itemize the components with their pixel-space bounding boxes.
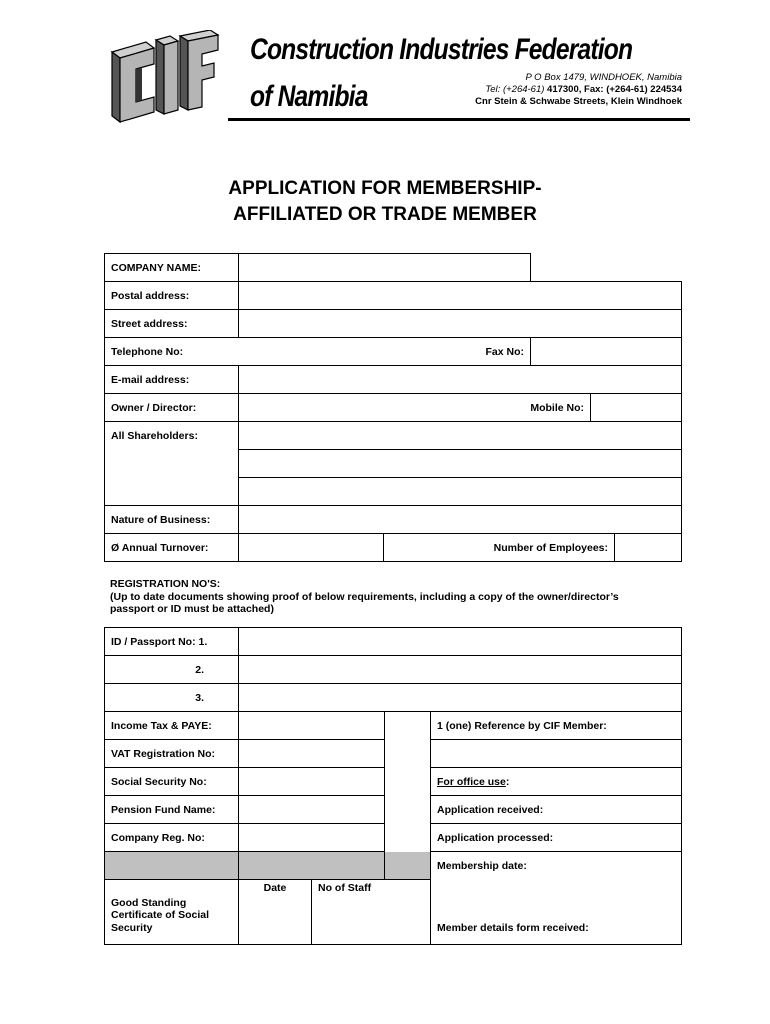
grey-cell-3 xyxy=(385,852,431,880)
field-reference[interactable] xyxy=(431,740,682,768)
label-vat: VAT Registration No: xyxy=(105,740,239,768)
row-id-1 xyxy=(105,628,682,656)
field-turnover[interactable] xyxy=(239,534,384,562)
field-id-2[interactable] xyxy=(239,656,682,684)
field-owner[interactable] xyxy=(239,394,433,422)
label-membership-date: Membership date: xyxy=(431,852,682,880)
grey-cell-2 xyxy=(239,852,385,880)
field-mobile[interactable] xyxy=(591,394,682,422)
field-postal-address[interactable] xyxy=(239,282,682,310)
label-pension: Pension Fund Name: xyxy=(105,796,239,824)
logo-letter-c xyxy=(112,42,154,122)
label-office-use xyxy=(431,768,682,796)
field-street-address[interactable] xyxy=(239,310,682,338)
form-title-line1: APPLICATION FOR MEMBERSHIP- xyxy=(228,178,542,199)
registration-note-line1: (Up to date documents showing proof of below requirements, including a copy of the owner/director’s xyxy=(110,590,619,603)
blank-space xyxy=(531,254,682,282)
cif-logo xyxy=(98,30,222,126)
good-standing-line3: Security xyxy=(111,921,153,934)
tel-label: Tel: (+264-61) xyxy=(485,84,548,95)
row-email xyxy=(105,366,682,394)
row-company-name xyxy=(105,254,682,282)
row-shareholders-3 xyxy=(105,478,682,506)
field-id-1[interactable] xyxy=(239,628,682,656)
divider-column xyxy=(385,712,431,852)
row-shareholders-2 xyxy=(105,450,682,478)
field-email[interactable] xyxy=(239,366,682,394)
field-shareholders-1[interactable] xyxy=(239,422,682,450)
field-shareholders-2[interactable] xyxy=(239,450,682,478)
label-id-passport: ID / Passport No: 1. xyxy=(105,628,239,656)
registration-heading: REGISTRATION NO'S: xyxy=(110,578,221,590)
label-good-standing xyxy=(105,880,239,945)
field-nature[interactable] xyxy=(239,506,682,534)
label-member-details: Member details form received: xyxy=(431,880,682,945)
office-use-text: For office use xyxy=(437,775,506,788)
field-income-tax[interactable] xyxy=(239,712,385,740)
row-id-2 xyxy=(105,656,682,684)
label-mobile: Mobile No: xyxy=(433,394,591,422)
good-standing-line1: Good Standing xyxy=(111,896,187,909)
row-good-standing xyxy=(105,880,682,945)
office-use-colon: : xyxy=(505,775,510,788)
field-employees[interactable] xyxy=(615,534,682,562)
label-no-of-staff: No of Staff xyxy=(312,880,431,945)
label-date: Date xyxy=(239,880,312,945)
label-fax: Fax No: xyxy=(433,338,531,366)
row-nature xyxy=(105,506,682,534)
label-app-processed: Application processed: xyxy=(431,824,682,852)
street-header: Cnr Stein & Schwabe Streets, Klein Windhoek xyxy=(475,96,682,107)
label-app-received: Application received: xyxy=(431,796,682,824)
label-shareholders-cont xyxy=(105,450,239,478)
label-shareholders-end xyxy=(105,478,239,506)
tel-fax-number: 417300, Fax: (+264-61) 224534 xyxy=(547,84,682,95)
label-id-3: 3. xyxy=(105,684,239,712)
label-company-name: COMPANY NAME: xyxy=(105,254,239,282)
logo-letter-i xyxy=(156,36,178,114)
label-reference: 1 (one) Reference by CIF Member: xyxy=(431,712,682,740)
label-income-tax: Income Tax & PAYE: xyxy=(105,712,239,740)
label-id-2: 2. xyxy=(105,656,239,684)
field-telephone[interactable] xyxy=(239,338,433,366)
grey-cell-1 xyxy=(105,852,239,880)
row-income-tax xyxy=(105,712,682,740)
row-owner xyxy=(105,394,682,422)
row-turnover xyxy=(105,534,682,562)
field-social-security[interactable] xyxy=(239,768,385,796)
org-name-line2: of Namibia xyxy=(250,80,368,113)
good-standing-line2: Certificate of Social xyxy=(111,909,210,921)
field-pension[interactable] xyxy=(239,796,385,824)
label-telephone: Telephone No: xyxy=(105,338,239,366)
company-details-table xyxy=(104,253,682,562)
field-id-3[interactable] xyxy=(239,684,682,712)
row-street-address xyxy=(105,310,682,338)
label-shareholders: All Shareholders: xyxy=(105,422,239,450)
header-rule xyxy=(228,118,690,121)
field-company-name[interactable] xyxy=(239,254,531,282)
row-shareholders-1 xyxy=(105,422,682,450)
tel-fax-header xyxy=(485,84,682,96)
label-employees: Number of Employees: xyxy=(384,534,615,562)
postal-address-header: P O Box 1479, WINDHOEK, Namibia xyxy=(525,72,682,83)
field-shareholders-3[interactable] xyxy=(239,478,682,506)
field-fax[interactable] xyxy=(531,338,682,366)
logo-letter-f xyxy=(180,30,218,110)
row-telephone xyxy=(105,338,682,366)
row-id-3 xyxy=(105,684,682,712)
row-grey-band xyxy=(105,852,682,880)
row-postal-address xyxy=(105,282,682,310)
label-street-address: Street address: xyxy=(105,310,239,338)
field-vat[interactable] xyxy=(239,740,385,768)
form-title-line2: AFFILIATED OR TRADE MEMBER xyxy=(233,204,537,225)
label-turnover: Ø Annual Turnover: xyxy=(105,534,239,562)
label-social-security: Social Security No: xyxy=(105,768,239,796)
label-owner: Owner / Director: xyxy=(105,394,239,422)
registration-note-line2: passport or ID must be attached) xyxy=(110,603,274,615)
label-email: E-mail address: xyxy=(105,366,239,394)
field-company-reg[interactable] xyxy=(239,824,385,852)
label-nature: Nature of Business: xyxy=(105,506,239,534)
registration-table xyxy=(104,627,682,945)
label-company-reg: Company Reg. No: xyxy=(105,824,239,852)
registration-heading-block xyxy=(110,578,670,616)
label-postal-address: Postal address: xyxy=(105,282,239,310)
org-name-line1: Construction Industries Federation xyxy=(250,33,633,66)
